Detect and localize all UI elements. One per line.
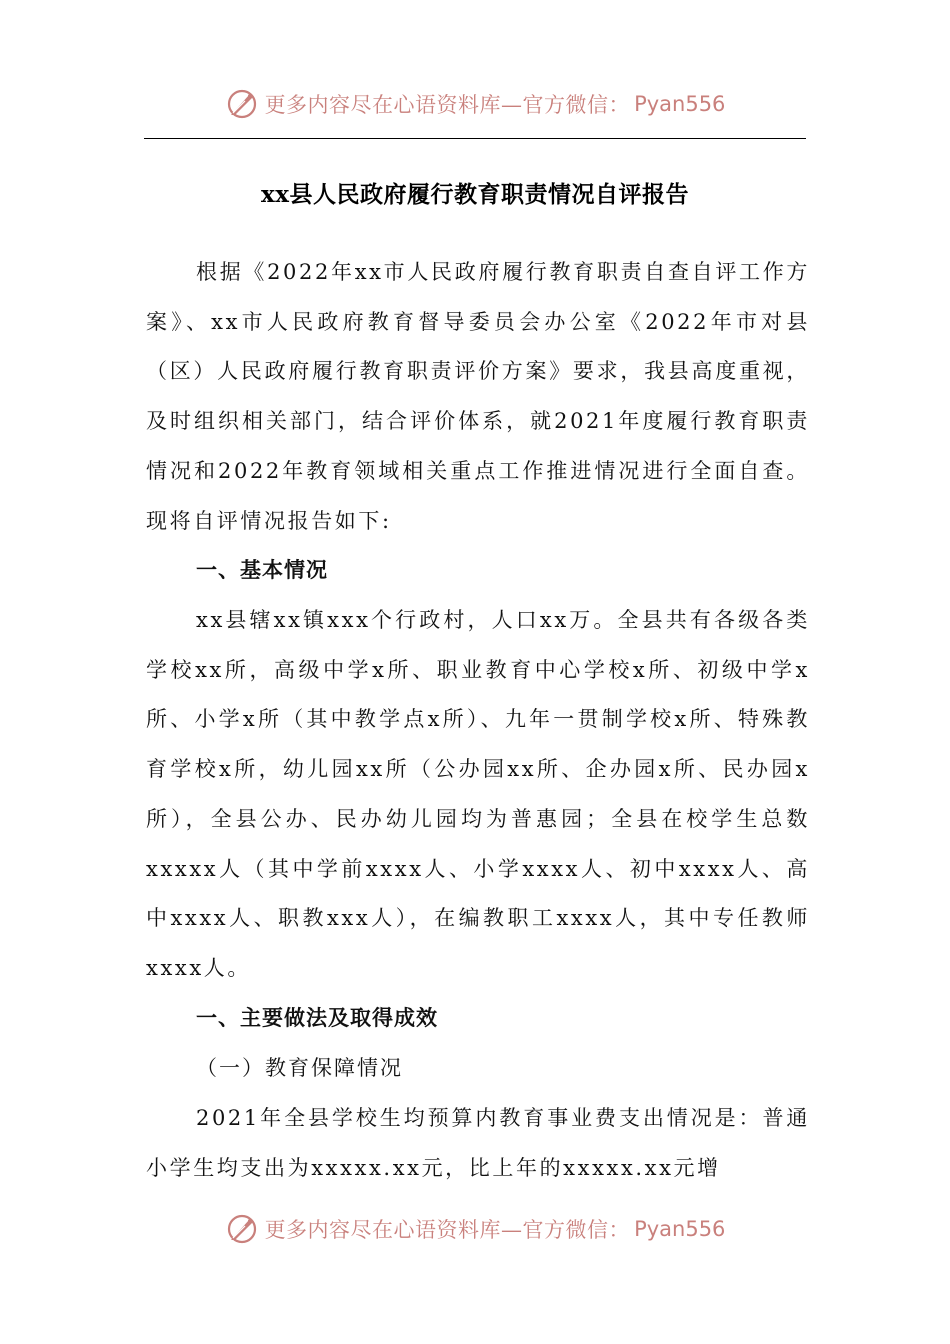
paragraph-intro: 根据《2022年xx市人民政府履行教育职责自查自评工作方案》、xx市人民政府教育督导委员会办公室《2022年市对县（区）人民政府履行教育职责评价方案》要求，我县高度重视，及时组织相关部门，结合评价体系，就2021年度履行教育职责情况和2022年教育领域相关重点工作推进情况进行全面自查。现将自评情况报告如下: — [146, 260, 810, 533]
watermark-text: 更多内容尽在心语资料库—官方微信： — [264, 1218, 631, 1242]
watermark-wechat-id: Pyan556 — [634, 1217, 726, 1241]
section-heading-basic-info: 一、基本情况 — [196, 558, 328, 582]
watermark-text: 更多内容尽在心语资料库—官方微信： — [264, 93, 631, 117]
subsection-heading-education-guarantee: （一）教育保障情况 — [196, 1056, 403, 1080]
header-divider — [144, 138, 806, 139]
quill-logo-icon — [225, 1212, 259, 1246]
section-heading-main-measures: 一、主要做法及取得成效 — [196, 1006, 438, 1030]
watermark-wechat-id: Pyan556 — [634, 92, 726, 116]
watermark-footer — [0, 1209, 950, 1249]
paragraph-education-funding: 2021年全县学校生均预算内教育事业费支出情况是：普通小学生均支出为xxxxx.xx元，比上年的xxxxx.xx元增 — [146, 1106, 810, 1180]
document-title: xx县人民政府履行教育职责情况自评报告 — [261, 181, 689, 208]
paragraph-basic-info: xx县辖xx镇xxx个行政村，人口xx万。全县共有各级各类学校xx所，高级中学x所、职业教育中心学校x所、初级中学x所、小学x所（其中教学点x所）、九年一贯制学校x所、特殊教育学校x所，幼儿园xx所（公办园xx所、企办园x所、民办园x所），全县公办、民办幼儿园均为普惠园；全县在校学生总数xxxxx人（其中学前xxxx人、小学xxxx人、初中xxxx人、高中xxxx人、职教xxx人），在编教职工xxxx人，其中专任教师xxxx人。 — [146, 608, 810, 980]
watermark-header — [0, 84, 950, 124]
quill-logo-icon — [225, 87, 259, 121]
